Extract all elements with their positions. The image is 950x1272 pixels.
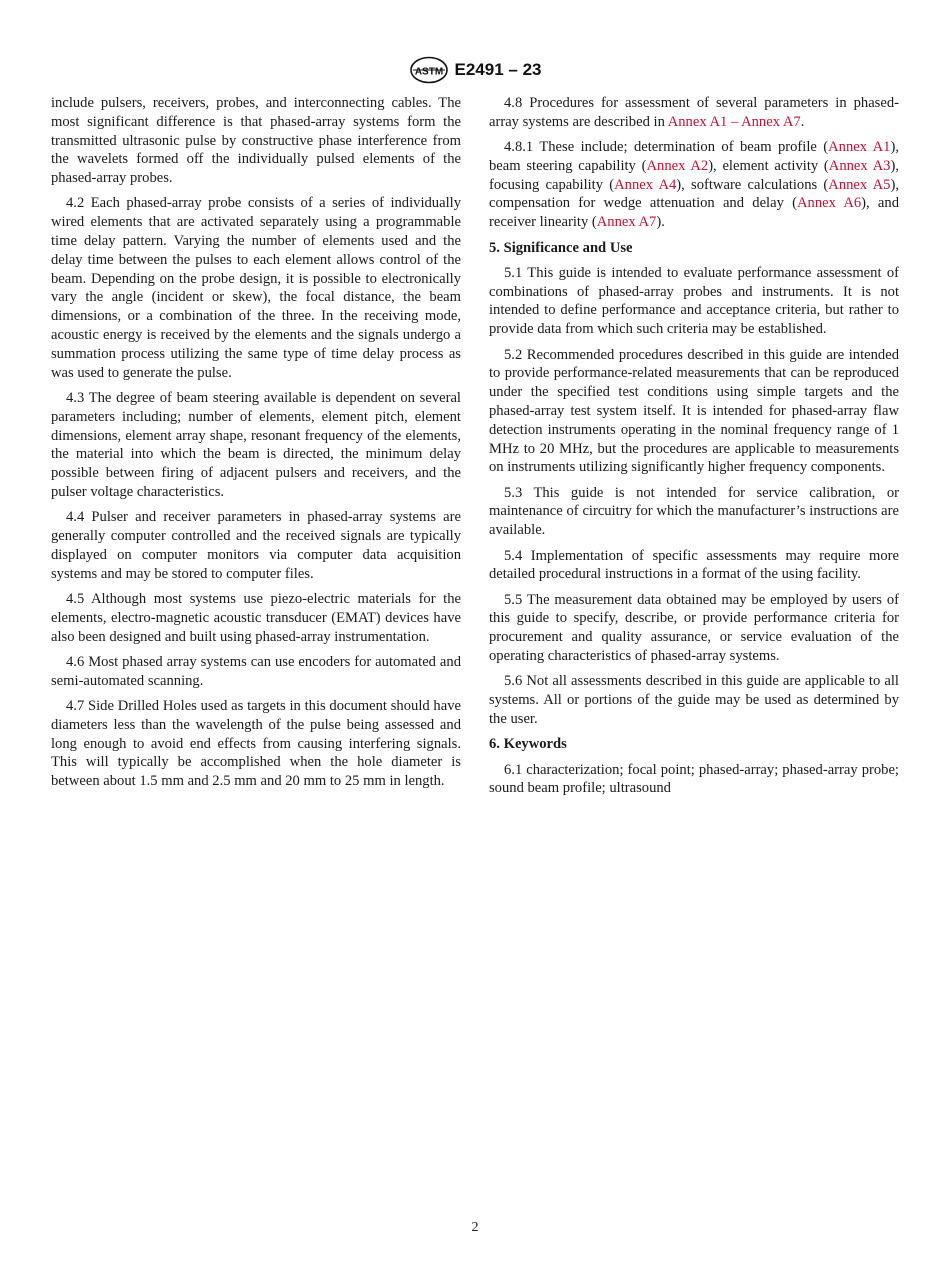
astm-logo-icon — [409, 56, 449, 84]
paragraph-4-5: 4.5 Although most systems use piezo-electric materials for the elements, electro-magnetic acoustic transducer (EMAT) devices have also been designed and built using phased-array instrumentation. — [51, 590, 461, 645]
annex-a1-link[interactable]: Annex A1 — [828, 139, 891, 156]
annex-a7-link[interactable]: Annex A7 — [596, 214, 657, 231]
page-header — [0, 56, 950, 89]
page-number: 2 — [471, 1220, 479, 1235]
paragraph-4-7: 4.7 Side Drilled Holes used as targets in this document should have diameters less than the wavelength of the pulse being assessed and long enough to avoid end effects from causing interfering signals. This will typically be accomplished when the hole diameter is between about 1.5 mm and 2.5 mm and 20 mm to 25 mm in length. — [51, 697, 461, 790]
paragraph-5-3: 5.3 This guide is not intended for service calibration, or maintenance of circuitry for which the manufacturer’s instructions are available. — [489, 484, 899, 539]
left-column — [51, 94, 461, 797]
svg-text:ASTM: ASTM — [414, 66, 443, 78]
paragraph-5-4: 5.4 Implementation of specific assessments may require more detailed procedural instructions in a format of the using facility. — [489, 547, 899, 583]
paragraph-5-5: 5.5 The measurement data obtained may be employed by users of this guide to specify, describe, or provide performance criteria for procurement and quality assurance, or service evaluation of the operating characteristics of phased-array systems. — [489, 591, 899, 665]
annex-a3-link[interactable]: Annex A3 — [828, 157, 891, 174]
paragraph-continuation: include pulsers, receivers, probes, and interconnecting cables. The most significant difference is that phased-array systems form the transmitted ultrasonic pulse by constructive phase interference from the wavelets formed off the individually pulsed elements of the phased-array probes. — [51, 95, 461, 187]
document-designation: E2491 – 23 — [454, 60, 542, 79]
paragraph-5-1: 5.1 This guide is intended to evaluate performance assessment of combinations of phased-array probes and instruments. It is not intended to define performance and acceptance criteria, but rather to provide data from which such criteria may be established. — [489, 264, 899, 338]
right-column — [489, 94, 899, 805]
paragraph-5-2: 5.2 Recommended procedures described in this guide are intended to provide performance-related measurements that can be reproduced under the specified test conditions using simple targets and the phased-array test system itself. It is intended for phased-array flaw detection instruments operating in the nominal frequency range of 1 MHz to 20 MHz, but the procedures are applicable to measurements on instruments utilizing significantly higher frequency components. — [489, 346, 899, 476]
annex-a5-link[interactable]: Annex A5 — [828, 176, 891, 193]
paragraph-4-6: 4.6 Most phased array systems can use encoders for automated and semi-automated scanning. — [51, 653, 461, 689]
paragraph-4-3: 4.3 The degree of beam steering available is dependent on several parameters including; number of elements, element pitch, element dimensions, element array shape, resonant frequency of the elements, the material into which the beam is directed, the minimum delay possible between firing of adjacent pulsers and receivers, and the pulser voltage characteristics. — [51, 389, 461, 500]
section-6-heading: 6. Keywords — [489, 736, 567, 753]
annex-range-link[interactable]: Annex A1 – Annex A7 — [667, 113, 801, 130]
paragraph-4-8-1: 4.8.1 These include; determination of beam profile (Annex A1), beam steering capability (Annex A2), element activity (Annex A3), focusing capability (Annex A4), software calculations (Annex A5), compensation for wedge attenuation and delay (Annex A6), and receiver linearity (Annex A7). — [489, 139, 899, 231]
annex-a2-link[interactable]: Annex A2 — [646, 157, 709, 174]
paragraph-4-2: 4.2 Each phased-array probe consists of a series of individually wired elements that are activated separately using a programmable time delay pattern. Varying the number of elements used and the delay time between the pulses to each element allows control of the beam. Depending on the probe design, it is possible to electronically vary the angle (incident or skew), the focal distance, the beam dimensions, or a combination of the three. In the receiving mode, acoustic energy is received by the elements and the signals undergo a summation process utilizing the same type of time delay process as was used to generate the pulse. — [51, 195, 461, 381]
paragraph-4-4: 4.4 Pulser and receiver parameters in phased-array systems are generally computer controlled and the received signals are typically displayed on computer monitors via computer data acquisition systems and may be stored to computer files. — [51, 509, 461, 582]
section-5-heading: 5. Significance and Use — [489, 239, 633, 256]
annex-a6-link[interactable]: Annex A6 — [796, 195, 862, 212]
paragraph-4-8: 4.8 Procedures for assessment of several parameters in phased-array systems are described in Annex A1 – Annex A7. — [489, 95, 899, 130]
paragraph-6-1: 6.1 characterization; focal point; phased-array; phased-array probe; sound beam profile; ultrasound — [489, 761, 899, 797]
paragraph-5-6: 5.6 Not all assessments described in this guide are applicable to all systems. All or portions of the guide may be used as determined by the user. — [489, 673, 899, 727]
annex-a4-link[interactable]: Annex A4 — [614, 176, 677, 193]
